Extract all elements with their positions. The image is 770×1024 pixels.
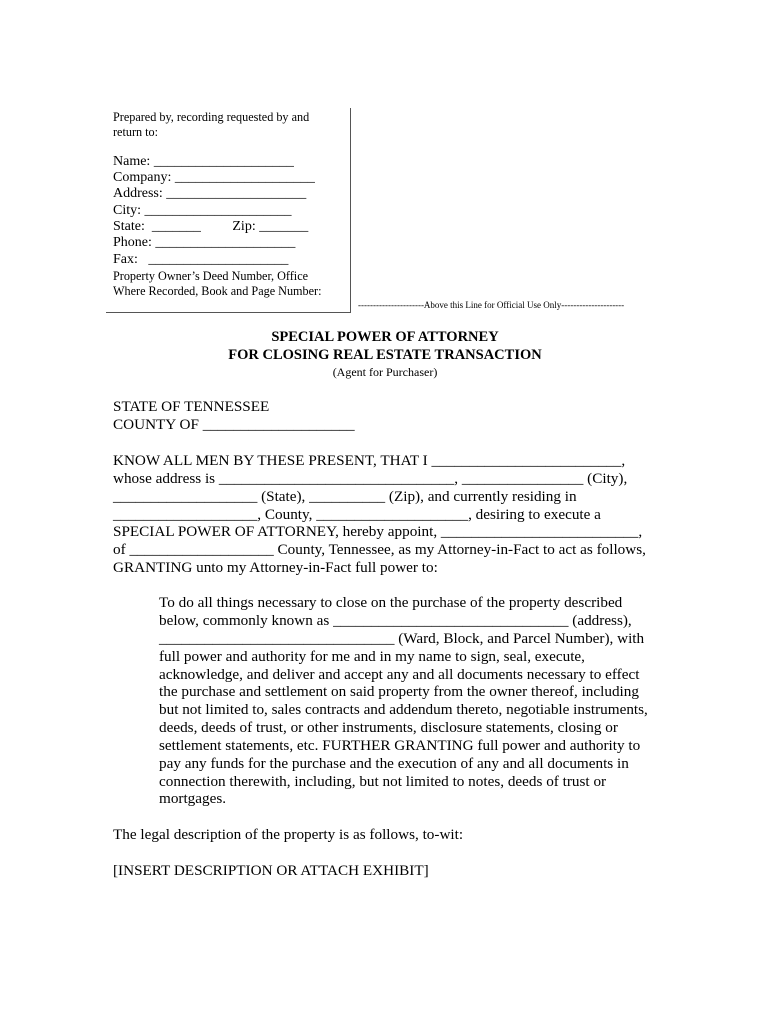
address-field[interactable]: Address: ____________________ (113, 186, 307, 201)
phone-field[interactable]: Phone: ____________________ (113, 235, 296, 250)
powers-line: pay any funds for the purchase and the execution of any and all documents in (159, 755, 629, 772)
header-horizontal-divider (106, 312, 351, 313)
powers-line: settlement statements, etc. FURTHER GRANTING full power and authority to (159, 737, 641, 754)
deed-number-line-1: Property Owner’s Deed Number, Office (113, 269, 309, 283)
powers-line: connection therewith, including, but not limited to notes, deeds of trust or (159, 773, 607, 790)
powers-line[interactable]: below, commonly known as _______________________________ (address), (159, 612, 632, 629)
powers-line: deeds, deeds of trust, or other instruments, disclosure statements, closing or (159, 719, 618, 736)
city-field[interactable]: City: _____________________ (113, 203, 292, 218)
fax-field[interactable]: Fax: ____________________ (113, 252, 289, 267)
state-line: STATE OF TENNESSEE (113, 398, 270, 415)
powers-line: acknowledge, and deliver and accept any and all documents necessary to effect (159, 666, 640, 683)
know-all-line[interactable]: of ___________________ County, Tennessee, as my Attorney-in-Fact to act as follows, (113, 541, 646, 558)
powers-line: full power and authority for me and in my name to sign, seal, execute, (159, 648, 585, 665)
document-title-line-2: FOR CLOSING REAL ESTATE TRANSACTION (228, 347, 542, 363)
powers-line: To do all things necessary to close on the purchase of the property described (159, 594, 623, 611)
know-all-line: GRANTING unto my Attorney-in-Fact full power to: (113, 559, 438, 576)
powers-line: the purchase and settlement on said property from the owner thereof, including (159, 683, 639, 700)
document-subtitle: (Agent for Purchaser) (332, 365, 438, 379)
powers-line: mortgages. (159, 790, 227, 807)
deed-number-line-2: Where Recorded, Book and Page Number: (113, 284, 322, 298)
header-vertical-divider (350, 108, 351, 313)
powers-line: but not limited to, sales contracts and addendum thereto, negotiable instruments, (159, 701, 648, 718)
prepared-by-line-1: Prepared by, recording requested by and (113, 110, 310, 124)
prepared-by-line-2: return to: (113, 125, 159, 139)
know-all-line[interactable]: ___________________, County, ____________________, desiring to execute a (113, 506, 601, 523)
insert-exhibit-line: [INSERT DESCRIPTION OR ATTACH EXHIBIT] (113, 862, 429, 879)
official-use-line: ----------------------Above this Line for Official Use Only--------------------- (358, 300, 625, 310)
legal-description-line: The legal description of the property is as follows, to-wit: (113, 826, 464, 843)
company-field[interactable]: Company: ____________________ (113, 170, 315, 185)
state-zip-field[interactable]: State: _______ Zip: _______ (113, 219, 309, 234)
know-all-line[interactable]: KNOW ALL MEN BY THESE PRESENT, THAT I _________________________, (113, 452, 626, 469)
know-all-line[interactable]: whose address is _______________________________, ________________ (City), (113, 470, 628, 487)
document-title-line-1: SPECIAL POWER OF ATTORNEY (271, 329, 499, 345)
know-all-line[interactable]: ___________________ (State), __________ (Zip), and currently residing in (113, 488, 577, 505)
county-line[interactable]: COUNTY OF ____________________ (113, 416, 355, 433)
know-all-line[interactable]: SPECIAL POWER OF ATTORNEY, hereby appoint, __________________________, (113, 523, 643, 540)
powers-line[interactable]: _______________________________ (Ward, Block, and Parcel Number), with (159, 630, 645, 647)
name-field[interactable]: Name: ____________________ (113, 154, 294, 169)
